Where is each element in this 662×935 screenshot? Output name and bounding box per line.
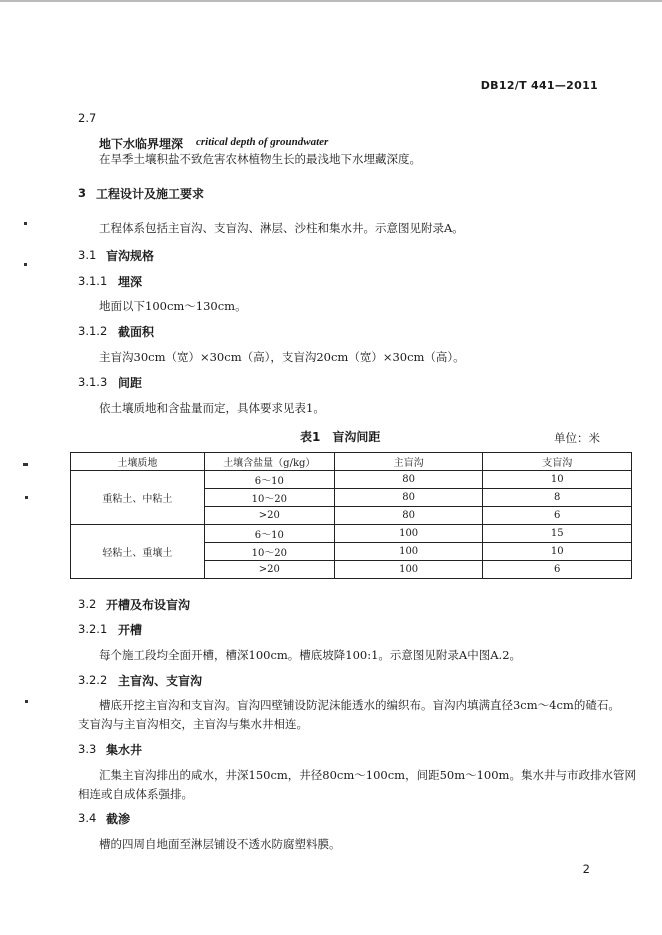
table-cell: 80 [334,507,483,525]
table-row [71,471,632,489]
section-number-3-3: 3.3 [78,742,97,756]
table-cell: 6～10 [204,471,334,489]
section-title-3-1-2: 截面积 [118,325,155,339]
table-header-row [71,453,632,471]
section-number-3-1-3: 3.1.3 [78,375,108,389]
table-cell: 10 [483,471,632,489]
section-number-3-1: 3.1 [78,248,97,262]
term-chinese: 地下水临界埋深 [99,137,184,151]
table-header-cell: 支盲沟 [483,453,632,471]
table-cell: 15 [483,525,632,543]
section-title-3-3: 集水井 [106,743,143,757]
section-3-1-3-text: 依土壤质地和含盐量而定，具体要求见表1。 [99,401,325,415]
scan-mark [23,463,28,466]
section-title-3-1-3: 间距 [118,376,143,390]
section-title-3-1: 盲沟规格 [106,249,155,263]
section-3-2-1-text: 每个施工段均全面开槽，槽深100cm。槽底坡降100:1。示意图见附录A中图A.2。 [99,648,522,662]
table-cell: 6 [483,561,632,579]
scan-mark [24,222,27,225]
section-number-3: 3 [78,186,87,200]
scan-mark [24,263,27,266]
table-row [71,525,632,543]
soil-type-cell: 重粘土、中粘土 [71,471,205,525]
section-number-3-1-1: 3.1.1 [78,274,108,288]
table-header-cell: 土壤质地 [71,453,205,471]
section-3-2-2-text-2: 支盲沟与主盲沟相交，主盲沟与集水井相连。 [78,717,308,731]
term-english: critical depth of groundwater [196,136,329,148]
section-title-3-2-2: 主盲沟、支盲沟 [118,674,203,688]
section-number-3-2: 3.2 [78,597,97,611]
section-number-3-1-2: 3.1.2 [78,324,108,338]
soil-type-cell: 轻粘土、重壤土 [71,525,205,579]
section-3-4-text: 槽的四周自地面至淋层铺设不透水防腐塑料膜。 [99,837,341,851]
table-header-cell: 主盲沟 [334,453,483,471]
table-cell: 8 [483,489,632,507]
table-cell: >20 [204,561,334,579]
section-title-3-2: 开槽及布设盲沟 [106,598,191,612]
document-code: DB12/T 441—2011 [480,79,598,92]
section-title-3-2-1: 开槽 [118,623,143,637]
section-3-1-1-text: 地面以下100cm～130cm。 [99,299,247,313]
table-unit: 单位：米 [554,431,600,445]
section-number-2-7: 2.7 [78,111,97,125]
section-title-3: 工程设计及施工要求 [96,187,205,201]
table-cell: 100 [334,543,483,561]
table-cell: 100 [334,525,483,543]
section-number-3-2-2: 3.2.2 [78,673,108,687]
table-cell: 80 [334,489,483,507]
section-title-3-1-1: 埋深 [118,275,143,289]
scan-mark [25,496,28,499]
table-cell: 100 [334,561,483,579]
section-3-3-text-1: 汇集主盲沟排出的咸水，井深150cm，井径80cm～100cm，间距50m～100m。集水井与市政排水管网 [99,768,636,782]
scan-mark [25,700,28,703]
table-header-cell: 土壤含盐量（g/kg） [204,453,334,471]
table-cell: 10～20 [204,489,334,507]
table-cell: 6～10 [204,525,334,543]
table-cell: 6 [483,507,632,525]
table-caption: 表1 盲沟间距 [300,430,381,444]
table-cell: 80 [334,471,483,489]
term-definition: 在旱季土壤积盐不致危害农林植物生长的最浅地下水埋藏深度。 [99,152,421,166]
section-3-1-2-text: 主盲沟30cm（宽）×30cm（高），支盲沟20cm（宽）×30cm（高）。 [99,350,465,364]
section-3-intro: 工程体系包括主盲沟、支盲沟、淋层、沙柱和集水井。示意图见附录A。 [99,221,464,235]
table-cell: 10～20 [204,543,334,561]
section-3-2-2-text-1: 槽底开挖主盲沟和支盲沟。盲沟四壁铺设防泥沫能透水的编织布。盲沟内填满直径3cm～4cm的碴石。 [99,698,620,712]
page-number: 2 [582,862,590,876]
spacing-table [70,452,632,579]
table-cell: >20 [204,507,334,525]
scan-edge [0,0,662,2]
section-number-3-2-1: 3.2.1 [78,622,108,636]
section-title-3-4: 截渗 [106,812,131,826]
section-number-3-4: 3.4 [78,811,97,825]
table-cell: 10 [483,543,632,561]
section-3-3-text-2: 相连或自成体系强排。 [78,787,193,801]
